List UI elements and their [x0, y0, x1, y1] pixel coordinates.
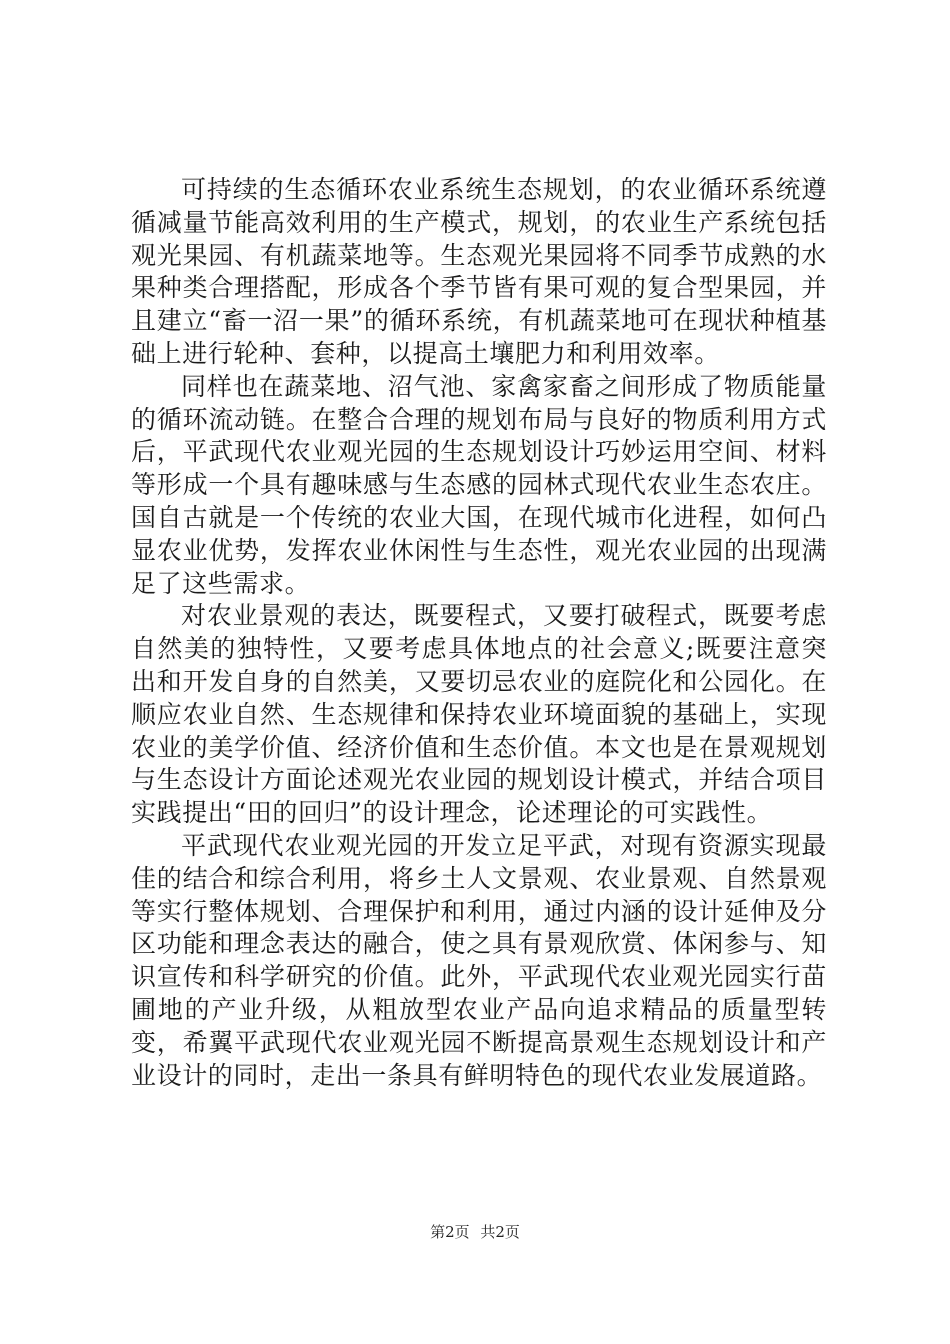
page-total: 共2页 — [480, 1223, 520, 1241]
page-number: 第2页 — [430, 1223, 470, 1241]
paragraph: 可持续的生态循环农业系统生态规划，的农业循环系统遵循减量节能高效利用的生产模式，规划，的农业生产系统包括观光果园、有机蔬菜地等。生态观光果园将不同季节成熟的水果种类合理搭配，形成各个季节皆有果可观的复合型果园，并且建立“畜一沼一果”的循环系统，有机蔬菜地可在现状种植基础上进行轮种、套种，以提高土壤肥力和利用效率。 — [131, 175, 827, 368]
paragraph: 平武现代农业观光园的开发立足平武，对现有资源实现最佳的结合和综合利用，将乡土人文景观、农业景观、自然景观等实行整体规划、合理保护和利用，通过内涵的设计延伸及分区功能和理念表达的融合，使之具有景观欣赏、体闲参与、知识宣传和科学研究的价值。此外，平武现代农业观光园实行苗圃地的产业升级，从粗放型农业产品向追求精品的质量型转变，希翼平武现代农业观光园不断提高景观生态规划设计和产业设计的同时，走出一条具有鲜明特色的现代农业发展道路。 — [131, 830, 827, 1090]
page-footer — [0, 1222, 950, 1242]
document-body — [131, 174, 827, 1092]
paragraph: 同样也在蔬菜地、沼气池、家禽家畜之间形成了物质能量的循环流动链。在整合合理的规划布局与良好的物质利用方式后，平武现代农业观光园的生态规划设计巧妙运用空间、材料等形成一个具有趣味感与生态感的园林式现代农业生态农庄。国自古就是一个传统的农业大国，在现代城市化进程，如何凸显农业优势，发挥农业休闲性与生态性，观光农业园的出现满足了这些需求。 — [131, 371, 827, 598]
paragraph: 对农业景观的表达，既要程式，又要打破程式，既要考虑自然美的独特性，又要考虑具体地点的社会意义;既要注意突出和开发自身的自然美，又要切忌农业的庭院化和公园化。在顺应农业自然、生态规律和保持农业环境面貌的基础上，实现农业的美学价值、经济价值和生态价值。本文也是在景观规划与生态设计方面论述观光农业园的规划设计模式，并结合项目实践提出“田的回归”的设计理念，论述理论的可实践性。 — [131, 601, 827, 828]
